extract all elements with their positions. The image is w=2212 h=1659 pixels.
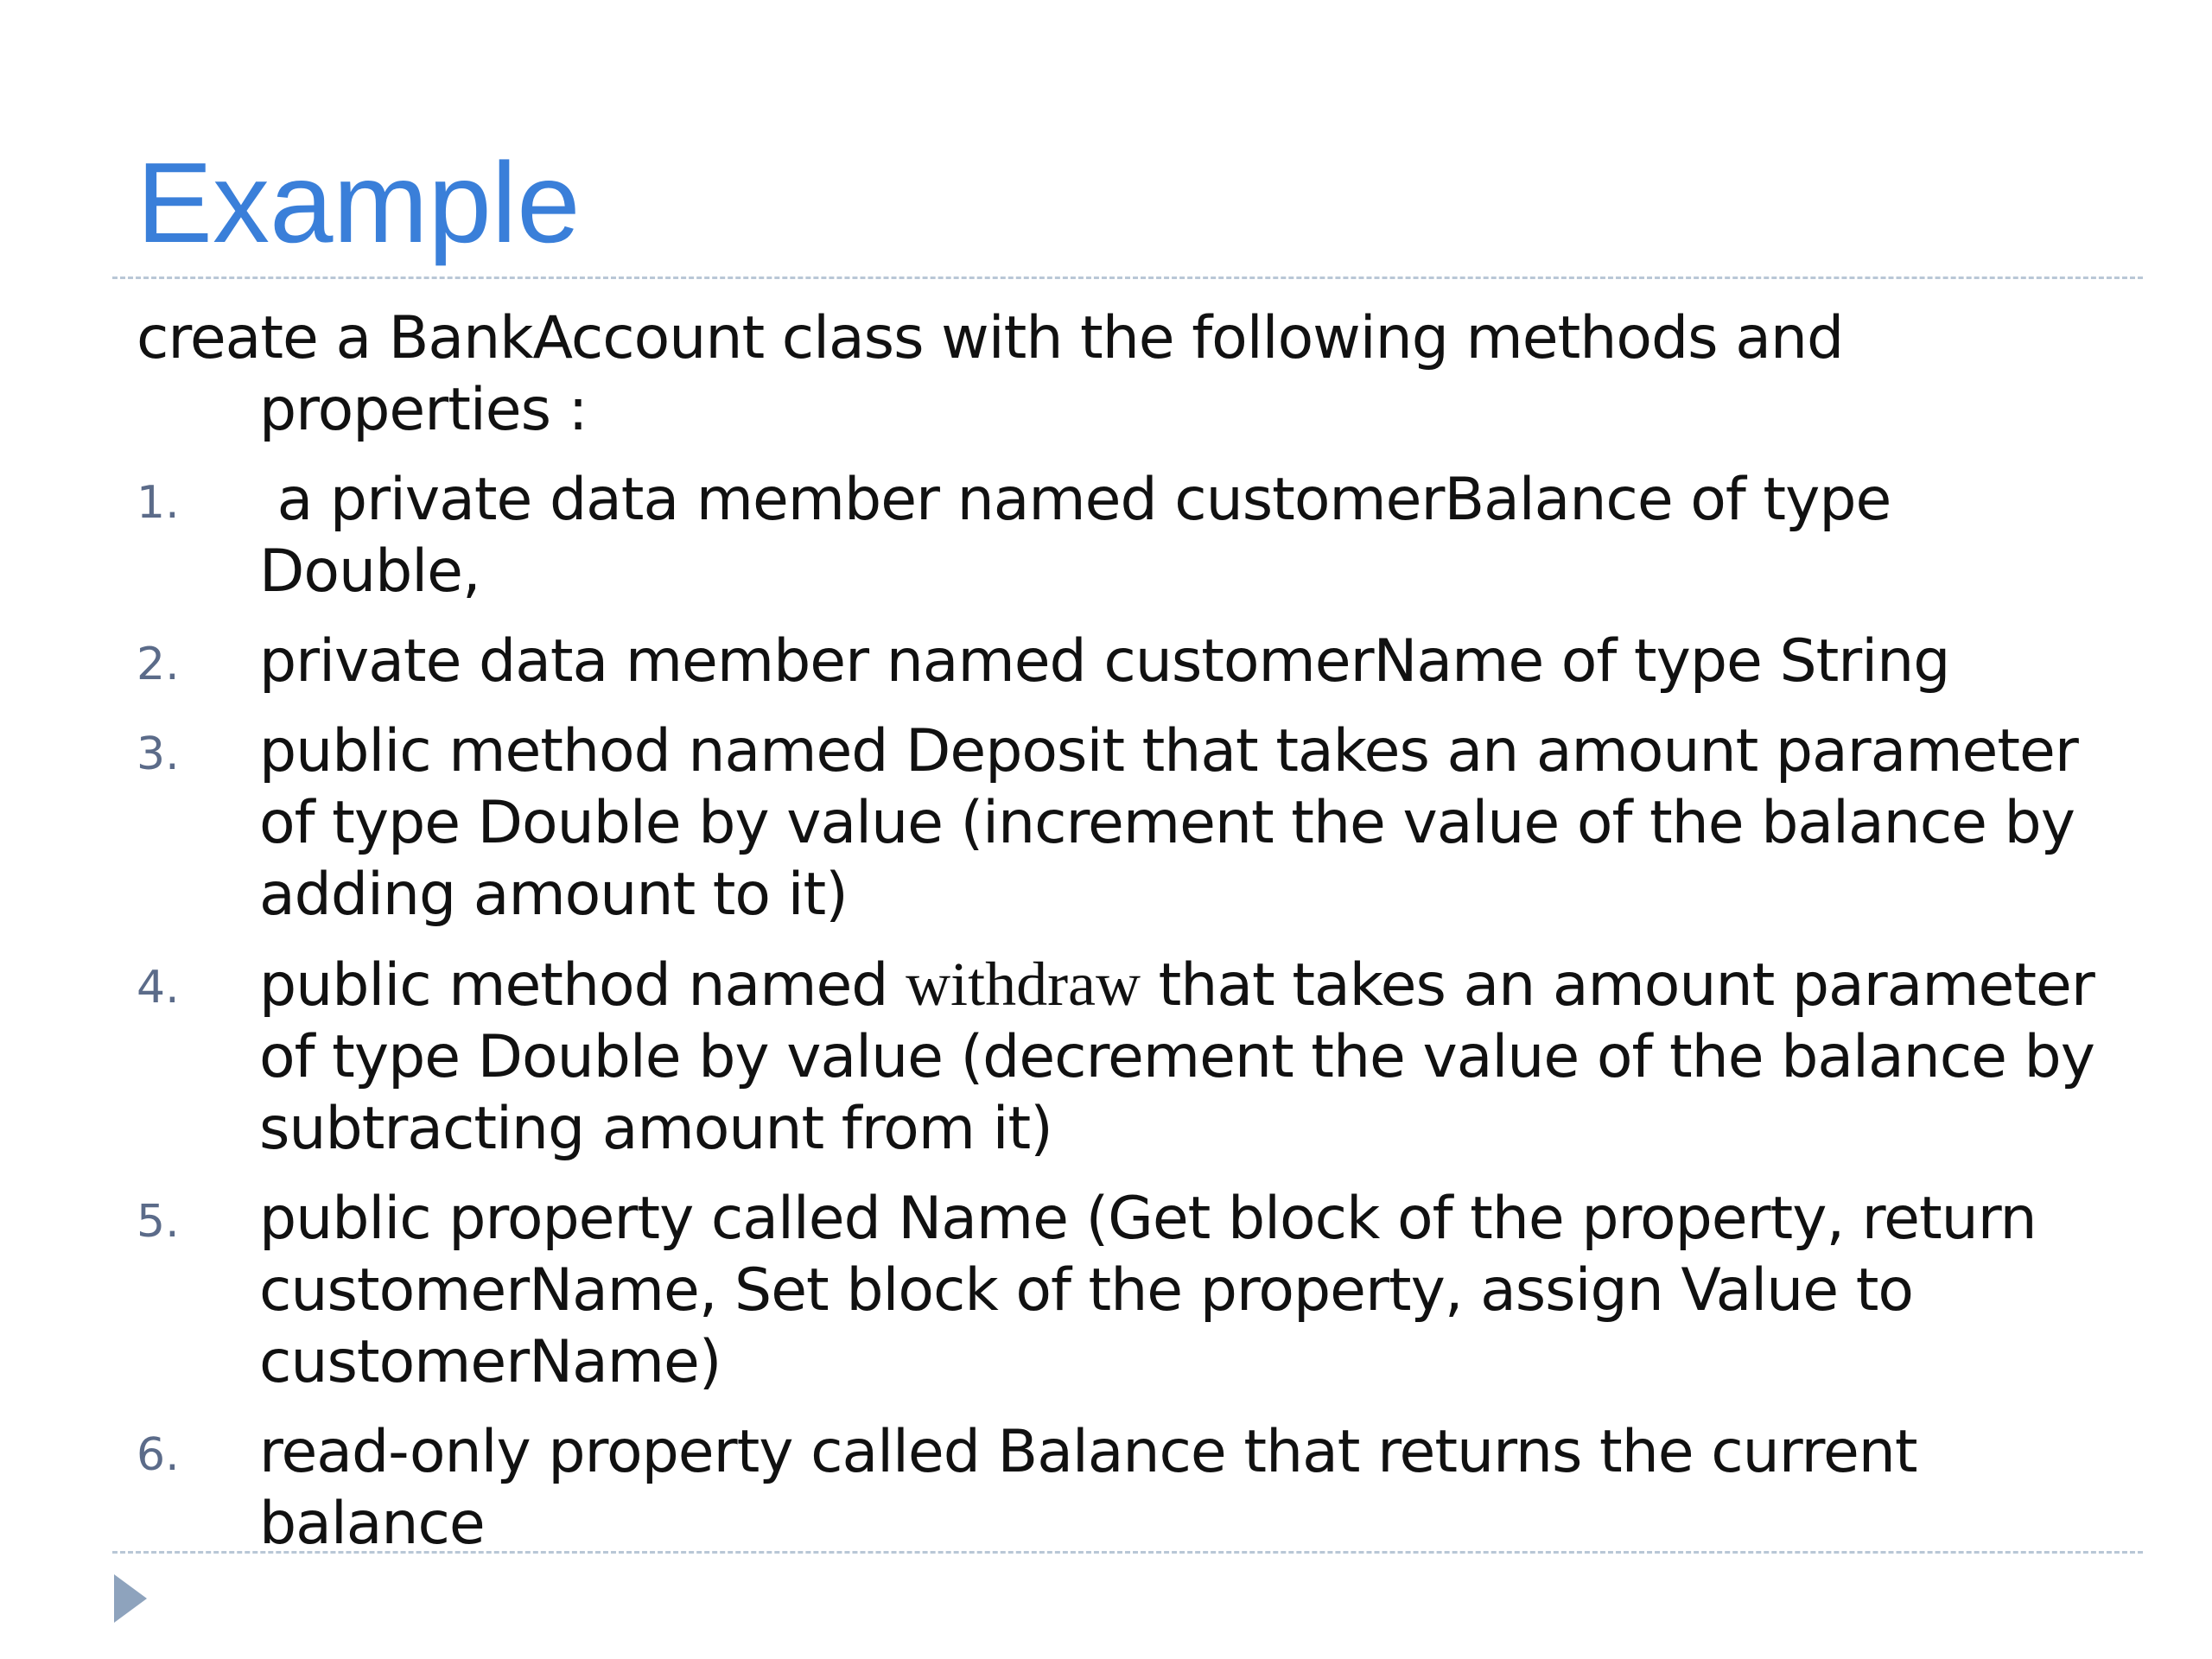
- list-item: [137, 949, 2124, 1165]
- list-item-text: private data member named customerName of type String: [259, 627, 1950, 696]
- list-item: [137, 626, 2124, 697]
- list-number: 6.: [137, 1429, 180, 1481]
- list-item-text-end: that takes an amount parameter of type Double by value (decrement the value of the balance by subtracting amount from it): [259, 951, 2113, 1163]
- list-number: 1.: [137, 477, 180, 529]
- play-triangle-icon: [114, 1574, 147, 1623]
- list-number: 2.: [137, 639, 180, 690]
- slide-body: [137, 302, 2124, 1578]
- list-item-text: read-only property called Balance that returns the current balance: [259, 1418, 1917, 1558]
- list-number: 4.: [137, 962, 180, 1014]
- slide-title: Example: [137, 139, 581, 266]
- list-number: 3.: [137, 728, 180, 780]
- list-item: [137, 715, 2124, 931]
- list-number: 5.: [137, 1196, 180, 1248]
- list-item-text: a private data member named customerBalance of type Double,: [259, 466, 1909, 606]
- list-item-text: [259, 951, 2113, 1163]
- list-item-text-start: public method named: [259, 951, 906, 1020]
- intro-text: create a BankAccount class with the following methods and properties :: [137, 304, 1844, 444]
- list-item: [137, 1416, 2124, 1560]
- list-item-text: public property called Name (Get block of the property, return customerName, Set block of the property, assign Value to customerName): [259, 1185, 2037, 1396]
- list-item: [137, 1183, 2124, 1398]
- list-item-text: public method named Deposit that takes an amount parameter of type Double by value (increment the value of the balance by adding amount to it): [259, 717, 2078, 929]
- method-name-withdraw: withdraw: [906, 950, 1141, 1019]
- requirements-list: [137, 464, 2124, 1560]
- footer-divider: [112, 1551, 2143, 1554]
- title-divider: [112, 276, 2143, 279]
- list-item: [137, 464, 2124, 607]
